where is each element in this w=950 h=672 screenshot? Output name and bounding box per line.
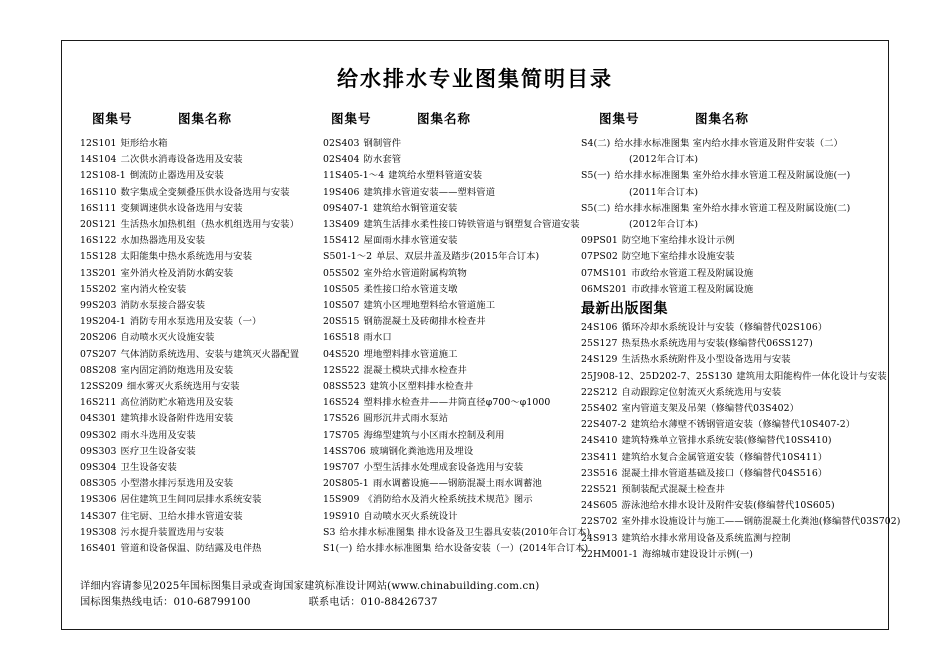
catalog-entry[interactable]	[80, 136, 321, 152]
catalog-column-3	[581, 109, 901, 563]
entry-name: 细水雾灭火系统选用与安装	[126, 381, 240, 393]
entry-name: 消防专用水泵选用及安装（一）	[129, 316, 262, 328]
catalog-entry[interactable]	[323, 314, 579, 330]
catalog-entry[interactable]	[581, 152, 884, 168]
entry-code: 04S301	[80, 413, 117, 425]
catalog-entry[interactable]	[80, 330, 321, 346]
catalog-entry[interactable]	[581, 369, 887, 385]
catalog-entry[interactable]	[581, 266, 884, 282]
entry-code: 06MS201	[581, 283, 628, 295]
catalog-entry[interactable]	[323, 201, 579, 217]
catalog-entry[interactable]	[581, 136, 884, 152]
entry-code: 07MS101	[581, 267, 628, 279]
catalog-entry[interactable]	[80, 541, 321, 557]
entry-name: 单层、双层井盖及踏步(2015年合订本)	[376, 251, 540, 263]
entry-name: 矩形给水箱	[120, 138, 168, 149]
entry-name: 市政排水管道工程及附属设施	[631, 283, 754, 295]
entry-code: 19S306	[80, 494, 117, 506]
entry-code: S3	[323, 526, 336, 538]
catalog-entry[interactable]	[581, 547, 884, 563]
catalog-entry[interactable]	[80, 314, 321, 330]
entry-name: (2011年合订本)	[629, 186, 699, 198]
entry-name: 屋面雨水排水管道安装	[363, 235, 458, 247]
footer-note: 详细内容请参见2025年国标图集目录或查询国家建筑标准设计网站(www.chinabuilding.com.cn)	[80, 581, 540, 592]
entry-code: 07PS02	[581, 251, 618, 263]
column-header-2	[323, 109, 579, 127]
entry-code: 09S303	[80, 445, 117, 457]
entry-name: 住宅厨、卫给水排水管道安装	[120, 510, 243, 522]
entry-code: 16S122	[80, 235, 117, 247]
entry-code: 12SS209	[80, 381, 123, 393]
entry-code: S4(二)	[581, 138, 611, 149]
catalog-entry[interactable]	[581, 498, 884, 514]
catalog-list-3	[581, 136, 901, 563]
entry-name: 建筑用太阳能构件一体化设计与安装	[736, 370, 887, 382]
entry-code: 25S127	[581, 338, 618, 350]
entry-name: 建筑给水复合金属管道安装（修编替代10S411）	[621, 451, 828, 463]
catalog-entry[interactable]	[80, 201, 321, 217]
entry-code: 16S110	[80, 186, 117, 198]
entry-name: 二次供水消毒设备选用及安装	[120, 154, 243, 166]
header-name-label: 图集名称	[695, 111, 750, 126]
catalog-entry[interactable]	[80, 152, 321, 168]
entry-name: 室外给水管道附属构筑物	[363, 267, 467, 279]
entry-code: S1(一)	[323, 543, 353, 555]
catalog-entry[interactable]	[581, 320, 884, 336]
entry-code: S501-1～2	[323, 251, 373, 263]
entry-name: 雨水口	[363, 332, 392, 344]
entry-code: 08S305	[80, 478, 117, 490]
entry-name: 室内消火栓安装	[120, 283, 187, 295]
catalog-entry[interactable]	[581, 217, 884, 233]
entry-name: 海绵型建筑与小区雨水控制及利用	[363, 429, 505, 441]
entry-code: S5(二)	[581, 202, 611, 214]
catalog-entry[interactable]	[80, 444, 321, 460]
catalog-entry[interactable]	[323, 185, 579, 201]
entry-name: 室外消火栓及消防水鹤安装	[120, 267, 234, 279]
entry-name: 钢筋混凝土及砖砌排水检查井	[363, 316, 486, 328]
entry-code: 16S111	[80, 202, 117, 214]
entry-code: 16S518	[323, 332, 360, 344]
catalog-entry[interactable]	[581, 417, 884, 433]
entry-name: 生活热水系统附件及小型设备选用与安装	[621, 354, 791, 366]
catalog-entry[interactable]	[80, 298, 321, 314]
entry-code: 22S521	[581, 484, 618, 496]
footer-hotline: 国标图集热线电话：010-68799100	[80, 597, 251, 608]
entry-name: 海绵城市建设设计示例(一)	[642, 548, 753, 560]
entry-code: 24S410	[581, 435, 618, 447]
catalog-list-1	[80, 136, 321, 557]
entry-name: 自动跟踪定位射流灭火系统选用与安装	[621, 386, 782, 398]
entry-name: (2012年合订本)	[629, 154, 699, 166]
entry-code: 08SS523	[323, 381, 366, 393]
footer-contact-phone: 联系电话：010-88426737	[308, 597, 438, 608]
entry-name: 小型生活排水处理成套设备选用与安装	[363, 462, 524, 474]
catalog-list-2	[323, 136, 591, 557]
entry-code: 23S516	[581, 467, 618, 479]
entry-code: 04S520	[323, 348, 360, 360]
entry-name: 变频调速供水设备选用与安装	[120, 202, 243, 214]
entry-name: 建筑给水薄壁不锈钢管道安装（修编替代10S407-2）	[630, 419, 856, 431]
entry-name: 埋地塑料排水管道施工	[363, 348, 458, 360]
entry-name: 污水提升装置选用与安装	[120, 526, 224, 538]
entry-name: 生活热水加热机组（热水机组选用与安装）	[120, 219, 300, 231]
catalog-column-2	[323, 109, 591, 563]
catalog-entry[interactable]	[323, 168, 579, 184]
entry-code: 12S108-1	[80, 170, 126, 182]
catalog-entry[interactable]	[581, 185, 884, 201]
entry-name: 预制装配式混凝土检查井	[621, 484, 725, 496]
entry-name: 倒流防止器选用及安装	[129, 170, 224, 182]
catalog-entry[interactable]	[581, 249, 884, 265]
catalog-entry[interactable]	[323, 460, 579, 476]
entry-code: 22S212	[581, 386, 618, 398]
entry-code: 23S411	[581, 451, 618, 463]
catalog-entry[interactable]	[323, 411, 579, 427]
catalog-entry[interactable]	[80, 509, 321, 525]
entry-code: 24S106	[581, 322, 618, 334]
entry-code: 19S406	[323, 186, 360, 198]
section-heading: 最新出版图集	[581, 301, 668, 318]
footer	[80, 579, 539, 611]
entry-code: 08S208	[80, 364, 117, 376]
entry-name: 雨水调蓄设施——钢筋混凝土雨水调蓄池	[372, 478, 542, 490]
catalog-entry[interactable]	[80, 282, 321, 298]
entry-code: 25S402	[581, 403, 618, 415]
catalog-entry[interactable]	[323, 363, 579, 379]
catalog-entry[interactable]	[323, 525, 591, 541]
entry-name: 《消防给水及消火栓系统技术规范》图示	[363, 494, 533, 506]
catalog-columns	[62, 109, 901, 563]
catalog-entry[interactable]	[581, 282, 884, 298]
catalog-entry[interactable]	[80, 379, 321, 395]
entry-name: 太阳能集中热水系统选用与安装	[120, 251, 253, 263]
catalog-entry[interactable]	[323, 395, 579, 411]
catalog-entry[interactable]	[323, 298, 579, 314]
entry-code: 09S304	[80, 462, 117, 474]
entry-name: 医疗卫生设备安装	[120, 445, 196, 457]
entry-code: 09PS01	[581, 235, 618, 247]
entry-name: 热泵热水系统选用与安装(修编替代06SS127)	[621, 338, 813, 350]
entry-name: 雨水斗选用及安装	[120, 429, 196, 441]
entry-code: 19S707	[323, 462, 360, 474]
catalog-entry[interactable]	[80, 525, 321, 541]
entry-code: 20S515	[323, 316, 360, 328]
entry-code: 15S202	[80, 283, 117, 295]
entry-code: 15S128	[80, 251, 117, 263]
entry-code: 24S129	[581, 354, 618, 366]
catalog-entry[interactable]	[323, 249, 579, 265]
footer-contacts	[80, 595, 539, 611]
entry-name: 圆形沉井式雨水泵站	[363, 413, 449, 425]
entry-name: 市政给水管道工程及附属设施	[631, 267, 754, 279]
entry-name: 防水套管	[363, 154, 402, 166]
catalog-entry[interactable]	[323, 509, 579, 525]
entry-name: 给水排水标准图集 排水设备及卫生器具安装(2010年合订本)	[339, 526, 591, 538]
entry-code: 12S101	[80, 138, 117, 149]
entry-code: 24S605	[581, 500, 618, 512]
header-name-label: 图集名称	[417, 111, 472, 126]
entry-name: 建筑排水设备附件选用安装	[120, 413, 234, 425]
entry-code: 02S404	[323, 154, 360, 166]
entry-code: 17S526	[323, 413, 360, 425]
catalog-entry[interactable]	[581, 433, 884, 449]
entry-name: 室外排水设施设计与施工——钢筋混凝土化粪池(修编替代03S702)	[621, 516, 901, 528]
entry-name: 建筑小区埋地塑料给水管道施工	[363, 300, 496, 312]
catalog-entry[interactable]	[80, 460, 321, 476]
catalog-entry[interactable]	[80, 217, 321, 233]
catalog-entry[interactable]	[323, 444, 579, 460]
entry-name: 建筑给水铜管道安装	[372, 202, 458, 214]
catalog-entry[interactable]	[80, 266, 321, 282]
column-header-1	[80, 109, 321, 127]
entry-name: 建筑生活排水柔性接口铸铁管道与钢塑复合管道安装	[363, 219, 580, 231]
entry-name: 室内固定消防炮选用及安装	[120, 364, 234, 376]
entry-code: 24S913	[581, 532, 618, 544]
entry-code: S5(一)	[581, 170, 611, 182]
catalog-entry[interactable]	[323, 492, 579, 508]
entry-name: 数字集成全变频叠压供水设备选用与安装	[120, 186, 290, 198]
entry-name: 自动喷水灭火设施安装	[120, 332, 215, 344]
entry-name: 给水排水标准图集 给水设备安装（一）(2014年合订本)	[356, 543, 589, 555]
entry-code: 09S302	[80, 429, 117, 441]
entry-name: (2012年合订本)	[629, 219, 699, 231]
entry-code: 13S409	[323, 219, 360, 231]
entry-name: 建筑排水管道安装——塑料管道	[363, 186, 496, 198]
entry-code: 16S524	[323, 397, 360, 409]
entry-name: 循环冷却水系统设计与安装（修编替代02S106）	[621, 322, 828, 334]
entry-code: 16S211	[80, 397, 117, 409]
entry-code: 07S207	[80, 348, 117, 360]
header-code-label: 图集号	[331, 111, 372, 126]
entry-code: 15S412	[323, 235, 360, 247]
catalog-entry[interactable]	[80, 168, 321, 184]
catalog-entry[interactable]	[581, 450, 884, 466]
catalog-entry[interactable]	[581, 336, 884, 352]
catalog-entry[interactable]	[581, 233, 884, 249]
entry-name: 小型潜水排污泵选用及安装	[120, 478, 234, 490]
header-code-label: 图集号	[599, 111, 640, 126]
catalog-entry[interactable]	[323, 476, 579, 492]
entry-code: 05S502	[323, 267, 360, 279]
entry-name: 防空地下室给排水设计示例	[621, 235, 735, 247]
entry-code: 14S307	[80, 510, 117, 522]
entry-code: 22HM001-1	[581, 548, 639, 560]
entry-code: 20S206	[80, 332, 117, 344]
catalog-column-1	[80, 109, 323, 563]
entry-name: 建筑特殊单立管排水系统安装(修编替代10SS410)	[621, 435, 832, 447]
entry-code: 22S407-2	[581, 419, 627, 431]
entry-code: 20S121	[80, 219, 117, 231]
entry-name: 防空地下室给排水设施安装	[621, 251, 735, 263]
catalog-entry[interactable]	[323, 282, 579, 298]
entry-code: 02S403	[323, 138, 360, 149]
catalog-entry[interactable]	[323, 428, 579, 444]
entry-code: 11S405-1～4	[323, 170, 385, 182]
entry-name: 建筑给水塑料管道安装	[388, 170, 483, 182]
page-title: 给水排水专业图集简明目录	[337, 66, 613, 91]
header-name-label: 图集名称	[178, 111, 233, 126]
entry-code: 22S702	[581, 516, 618, 528]
entry-code: 16S401	[80, 543, 117, 555]
catalog-entry[interactable]	[323, 347, 579, 363]
entry-name: 柔性接口给水管道支墩	[363, 283, 458, 295]
entry-name: 给水排水标准图集 室外给水排水管道工程及附属设施(二)	[614, 202, 851, 214]
catalog-entry[interactable]	[80, 395, 321, 411]
entry-code: 19S204-1	[80, 316, 126, 328]
entry-name: 混凝土排水管道基础及接口（修编替代04S516）	[621, 467, 828, 479]
catalog-entry[interactable]	[323, 217, 579, 233]
entry-name: 玻璃钢化粪池选用及埋设	[369, 445, 474, 457]
catalog-entry[interactable]	[323, 152, 579, 168]
entry-name: 卫生设备安装	[120, 462, 177, 474]
catalog-entry[interactable]	[80, 411, 321, 427]
catalog-entry[interactable]	[80, 347, 321, 363]
entry-name: 自动喷水灭火系统设计	[363, 510, 458, 522]
entry-code: 19S308	[80, 526, 117, 538]
catalog-entry[interactable]	[581, 531, 884, 547]
entry-name: 混凝土模块式排水检查井	[363, 364, 467, 376]
entry-name: 给水排水标准图集 室外给水排水管道工程及附属设施(一)	[614, 170, 851, 182]
catalog-entry[interactable]	[323, 136, 579, 152]
entry-code: 19S910	[323, 510, 360, 522]
catalog-entry[interactable]	[80, 363, 321, 379]
catalog-entry[interactable]	[323, 379, 579, 395]
entry-code: 15S909	[323, 494, 360, 506]
catalog-entry[interactable]	[581, 168, 884, 184]
entry-code: 09S407-1	[323, 202, 369, 214]
catalog-entry[interactable]	[80, 492, 321, 508]
catalog-entry[interactable]	[80, 476, 321, 492]
catalog-page	[61, 40, 901, 630]
entry-code: 14SS706	[323, 445, 366, 457]
entry-name: 水加热器选用及安装	[120, 235, 206, 247]
entry-name: 游泳池给水排水设计及附件安装(修编替代10S605)	[621, 500, 835, 512]
catalog-entry[interactable]	[80, 249, 321, 265]
entry-code: 13S201	[80, 267, 117, 279]
catalog-entry[interactable]	[323, 266, 579, 282]
entry-code: 10S507	[323, 300, 360, 312]
catalog-entry[interactable]	[581, 401, 884, 417]
catalog-entry[interactable]	[581, 385, 884, 401]
catalog-entry[interactable]	[581, 201, 884, 217]
entry-name: 高位消防贮水箱选用及安装	[120, 397, 234, 409]
catalog-entry[interactable]	[80, 185, 321, 201]
catalog-entry[interactable]	[581, 352, 884, 368]
header-code-label: 图集号	[92, 111, 133, 126]
entry-name: 消防水泵接合器安装	[120, 300, 206, 312]
catalog-entry[interactable]	[323, 330, 579, 346]
entry-code: 20S805-1	[323, 478, 369, 490]
entry-code: 10S505	[323, 283, 360, 295]
catalog-entry[interactable]	[581, 482, 884, 498]
entry-name: 室内管道支架及吊架（修编替代03S402）	[621, 403, 800, 415]
entry-name: 塑料排水检查井——井筒直径φ700～φ1000	[363, 397, 551, 409]
entry-code: 17S705	[323, 429, 360, 441]
catalog-entry[interactable]	[323, 233, 579, 249]
entry-name: 建筑小区塑料排水检查井	[369, 381, 474, 393]
entry-name: 居住建筑卫生间同层排水系统安装	[120, 494, 262, 506]
entry-code: 25J908-12、25D202-7、25S130	[581, 370, 733, 382]
entry-code: 12S522	[323, 364, 360, 376]
entry-code: 99S203	[80, 300, 117, 312]
entry-name: 钢制管件	[363, 138, 402, 149]
entry-name: 给水排水标准图集 室内给水排水管道及附件安装（二）	[614, 138, 843, 149]
entry-code: 14S104	[80, 154, 117, 166]
catalog-entry[interactable]	[323, 541, 589, 557]
column-header-3	[581, 109, 884, 127]
entry-name: 建筑给水排水常用设备及系统监测与控制	[621, 532, 791, 544]
catalog-entry[interactable]	[581, 514, 901, 530]
catalog-entry[interactable]	[581, 466, 884, 482]
catalog-entry[interactable]	[80, 428, 321, 444]
entry-name: 管道和设备保温、防结露及电伴热	[120, 543, 262, 555]
entry-name: 气体消防系统选用、安装与建筑灭火器配置	[120, 348, 300, 360]
catalog-entry[interactable]	[80, 233, 321, 249]
